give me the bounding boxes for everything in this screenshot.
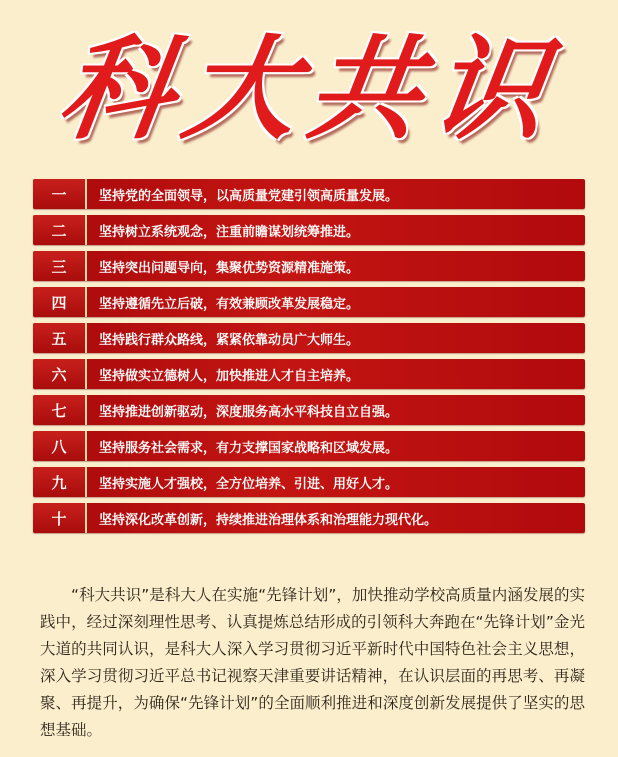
item-number: 七 [33,395,87,425]
item-number: 五 [33,323,87,353]
list-item [33,215,585,245]
item-text: 坚持推进创新驱动，深度服务高水平科技自立自强。 [99,404,399,420]
item-text: 坚持实施人才强校，全方位培养、引进、用好人才。 [99,476,399,492]
item-number: 二 [33,215,87,245]
list-item [33,287,585,317]
page-title: 科大共识 [51,24,567,155]
list-item [33,179,585,209]
item-number: 八 [33,431,87,461]
item-text: 坚持践行群众路线，紧紧依靠动员广大师生。 [99,332,360,348]
item-text: 坚持树立系统观念，注重前瞻谋划统筹推进。 [99,224,360,240]
item-text: 坚持做实立德树人，加快推进人才自主培养。 [99,368,360,384]
item-number: 一 [33,179,87,209]
title-banner [0,10,618,170]
item-text: 坚持服务社会需求，有力支撑国家战略和区域发展。 [99,440,399,456]
list-item [33,467,585,497]
item-text: 坚持党的全面领导，以高质量党建引领高质量发展。 [99,188,399,204]
item-number: 四 [33,287,87,317]
list-item [33,251,585,281]
list-item [33,431,585,461]
list-item [33,395,585,425]
item-number: 九 [33,467,87,497]
item-number: 三 [33,251,87,281]
item-number: 十 [33,503,87,533]
list-item [33,359,585,389]
body-paragraph: “科大共识”是科大人在实施“先锋计划”，加快推动学校高质量内涵发展的实践中，经过深刻理性思考、认真提炼总结形成的引领科大奔跑在“先锋计划”金光大道的共同认识，是科大人深入学习贯彻习近平新时代中国特色社会主义思想，深入学习贯彻习近平总书记视察天津重要讲话精神，在认识层面的再思考、再凝聚、再提升，为确保“先锋计划”的全面顺利推进和深度创新发展提供了坚实的思想基础。 [40,585,585,739]
item-number: 六 [33,359,87,389]
list-item [33,323,585,353]
item-text: 坚持深化改革创新，持续推进治理体系和治理能力现代化。 [99,512,438,528]
item-text: 坚持突出问题导向，集聚优势资源精准施策。 [99,260,360,276]
item-text: 坚持遵循先立后破，有效兼顾改革发展稳定。 [99,296,360,312]
list-item [33,503,585,533]
consensus-list [33,179,585,539]
